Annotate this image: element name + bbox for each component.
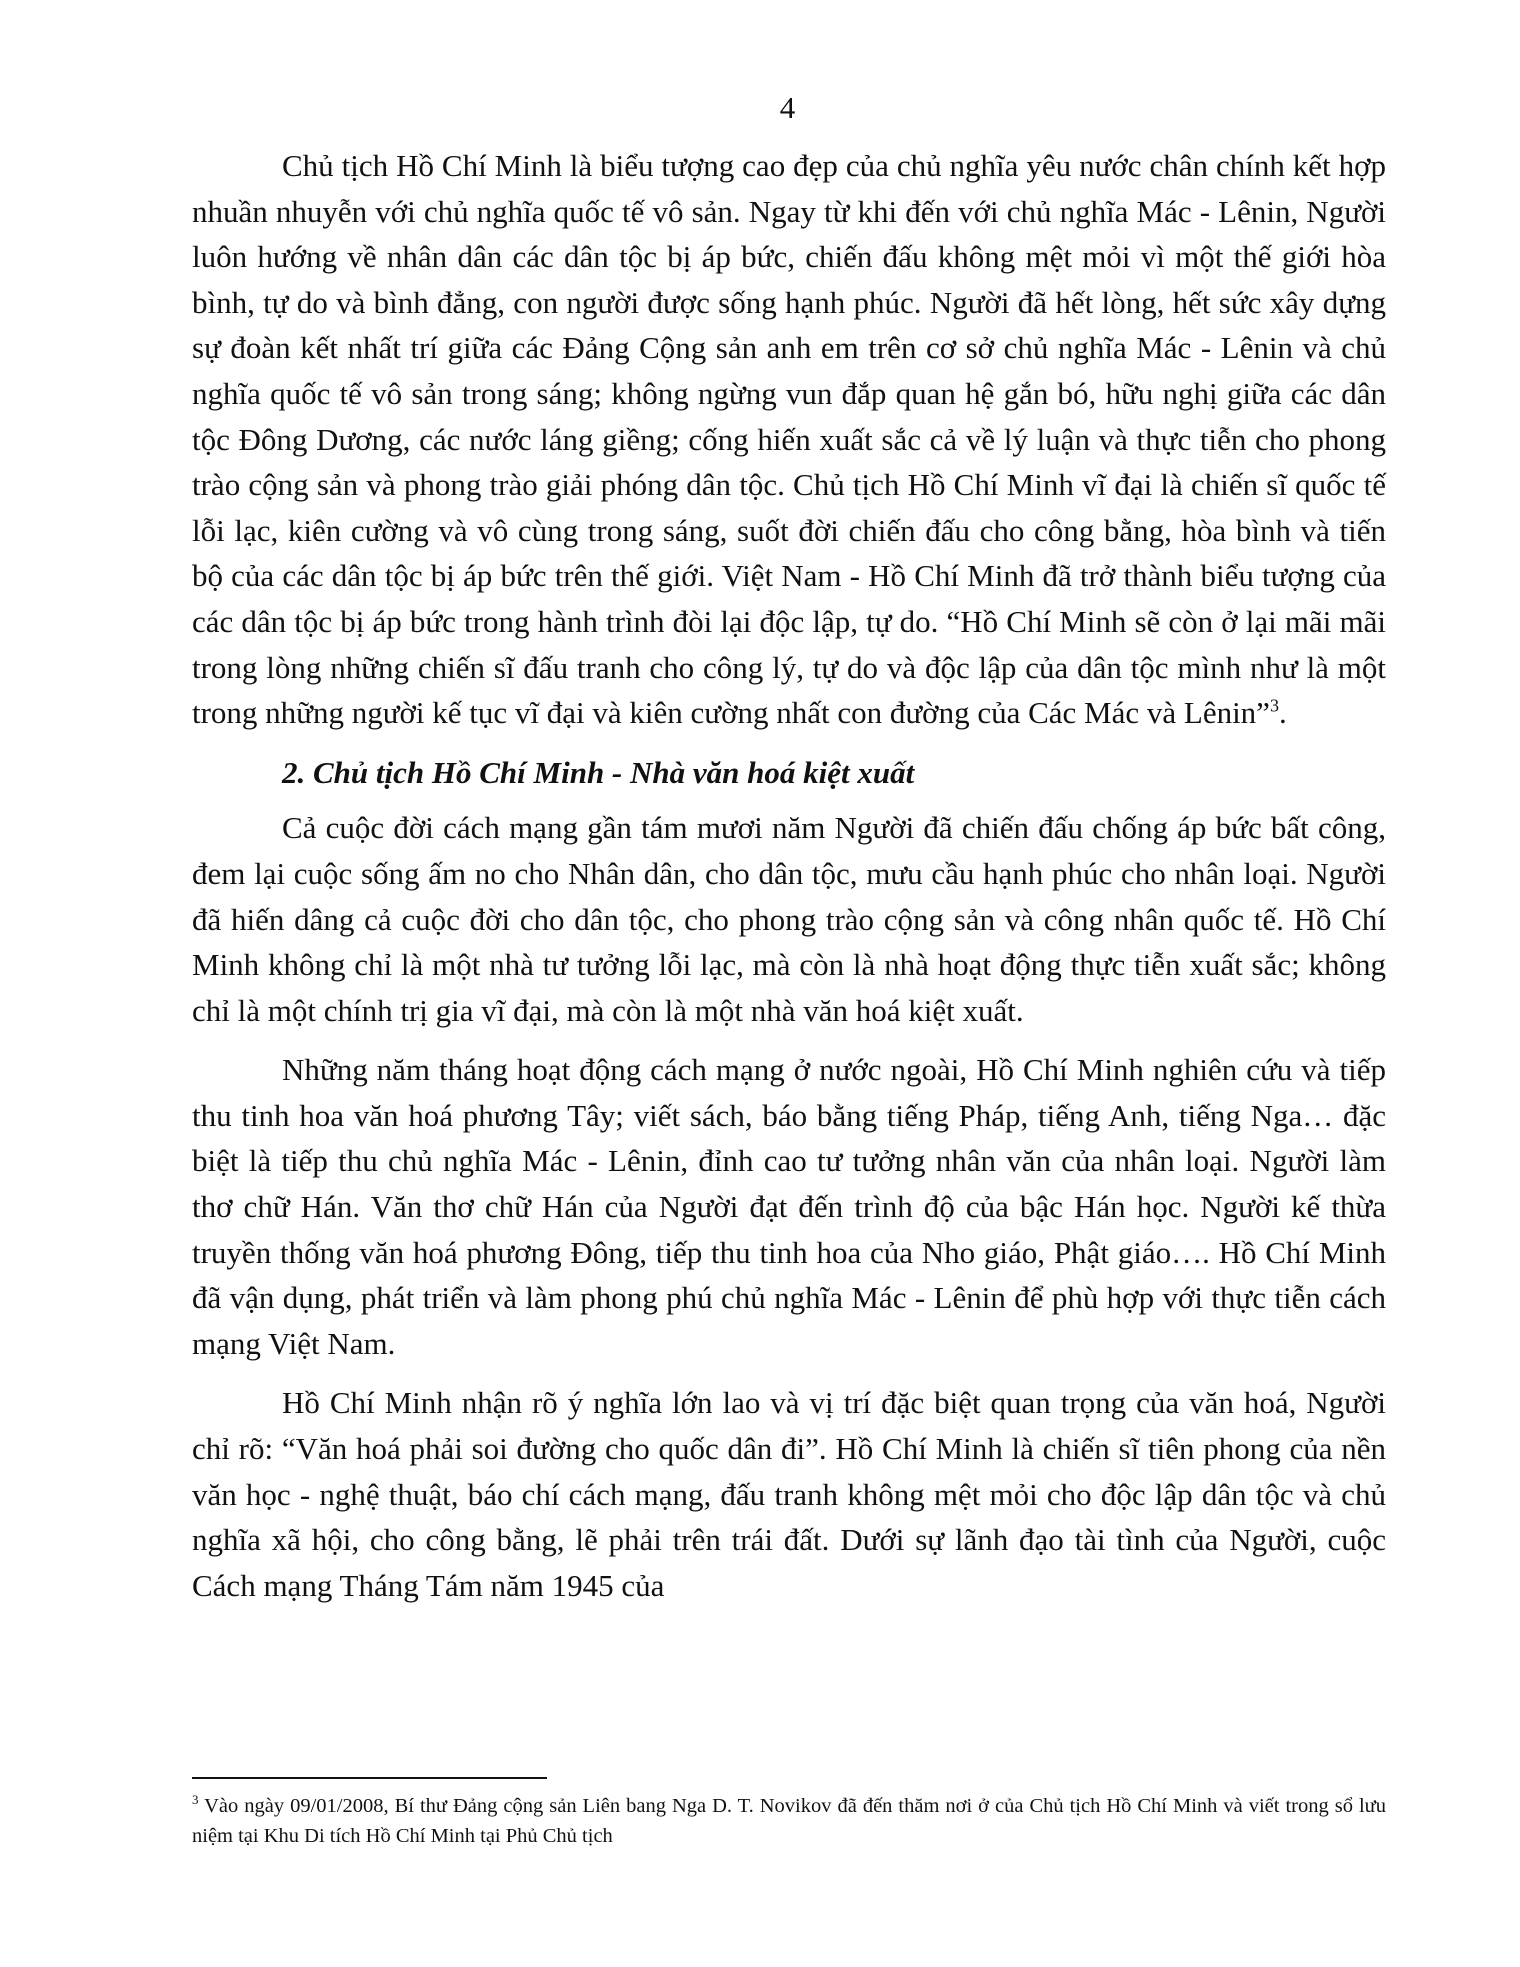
paragraph-3: Những năm tháng hoạt động cách mạng ở nước ngoài, Hồ Chí Minh nghiên cứu và tiếp thu tinh hoa văn hoá phương Tây; viết sách, báo bằng tiếng Pháp, tiếng Anh, tiếng Nga… đặc biệt là tiếp thu chủ nghĩa Mác - Lênin, đỉnh cao tư tưởng nhân văn của nhân loại. Người làm thơ chữ Hán. Văn thơ chữ Hán của Người đạt đến trình độ của bậc Hán học. Người kế thừa truyền thống văn hoá phương Đông, tiếp thu tinh hoa của Nho giáo, Phật giáo…. Hồ Chí Minh đã vận dụng, phát triển và làm phong phú chủ nghĩa Mác - Lênin để phù hợp với thực tiễn cách mạng Việt Nam. (192, 1052, 1386, 1361)
section-heading: 2. Chủ tịch Hồ Chí Minh - Nhà văn hoá kiệt xuất (282, 754, 915, 790)
page-number: 4 (779, 90, 796, 125)
body-text (192, 143, 1386, 1608)
paragraph-1-text: Chủ tịch Hồ Chí Minh là biểu tượng cao đẹp của chủ nghĩa yêu nước chân chính kết hợp nhuần nhuyễn với chủ nghĩa quốc tế vô sản. Ngay từ khi đến với chủ nghĩa Mác - Lênin, Người luôn hướng về nhân dân các dân tộc bị áp bức, chiến đấu không mệt mỏi vì một thế giới hòa bình, tự do và bình đẳng, con người được sống hạnh phúc. Người đã hết lòng, hết sức xây dựng sự đoàn kết nhất trí giữa các Đảng Cộng sản anh em trên cơ sở chủ nghĩa Mác - Lênin và chủ nghĩa quốc tế vô sản trong sáng; không ngừng vun đắp quan hệ gắn bó, hữu nghị giữa các dân tộc Đông Dương, các nước láng giềng; cống hiến xuất sắc cả về lý luận và thực tiễn cho phong trào cộng sản và phong trào giải phóng dân tộc. Chủ tịch Hồ Chí Minh vĩ đại là chiến sĩ quốc tế lỗi lạc, kiên cường và vô cùng trong sáng, suốt đời chiến đấu cho công bằng, hòa bình và tiến bộ của các dân tộc bị áp bức trên thế giới. Việt Nam - Hồ Chí Minh đã trở thành biểu tượng của các dân tộc bị áp bức trong hành trình đòi lại độc lập, tự do. “Hồ Chí Minh sẽ còn ở lại mãi mãi trong lòng những chiến sĩ đấu tranh cho công lý, tự do và độc lập của dân tộc mình như là một trong những người kế tục vĩ đại và kiên cường nhất con đường của Các Mác và Lênin” (192, 148, 1386, 731)
paragraph-1 (192, 143, 1386, 736)
footnote-reference: 3 (1269, 695, 1279, 716)
paragraph-2: Cả cuộc đời cách mạng gần tám mươi năm Người đã chiến đấu chống áp bức bất công, đem lại cuộc sống ấm no cho Nhân dân, cho dân tộc, mưu cầu hạnh phúc cho nhân loại. Người đã hiến dâng cả cuộc đời cho dân tộc, cho phong trào cộng sản và công nhân quốc tế. Hồ Chí Minh không chỉ là một nhà tư tưởng lỗi lạc, mà còn là nhà hoạt động thực tiễn xuất sắc; không chỉ là một chính trị gia vĩ đại, mà còn là một nhà văn hoá kiệt xuất. (192, 810, 1386, 1028)
footnote-text: Vào ngày 09/01/2008, Bí thư Đảng cộng sản Liên bang Nga D. T. Novikov đã đến thăm nơi ở của Chủ tịch Hồ Chí Minh và viết trong sổ lưu niệm tại Khu Di tích Hồ Chí Minh tại Phủ Chủ tịch (192, 1795, 1386, 1847)
footnote-marker: 3 (192, 1792, 199, 1808)
paragraph-1-end: . (1278, 695, 1287, 731)
footnote (192, 1791, 1386, 1851)
paragraph-4: Hồ Chí Minh nhận rõ ý nghĩa lớn lao và vị trí đặc biệt quan trọng của văn hoá, Người chỉ rõ: “Văn hoá phải soi đường cho quốc dân đi”. Hồ Chí Minh là chiến sĩ tiên phong của nền văn học - nghệ thuật, báo chí cách mạng, đấu tranh không mệt mỏi cho độc lập dân tộc và chủ nghĩa xã hội, cho công bằng, lẽ phải trên trái đất. Dưới sự lãnh đạo tài tình của Người, cuộc Cách mạng Tháng Tám năm 1945 của (192, 1385, 1386, 1603)
footnote-separator (192, 1777, 547, 1779)
